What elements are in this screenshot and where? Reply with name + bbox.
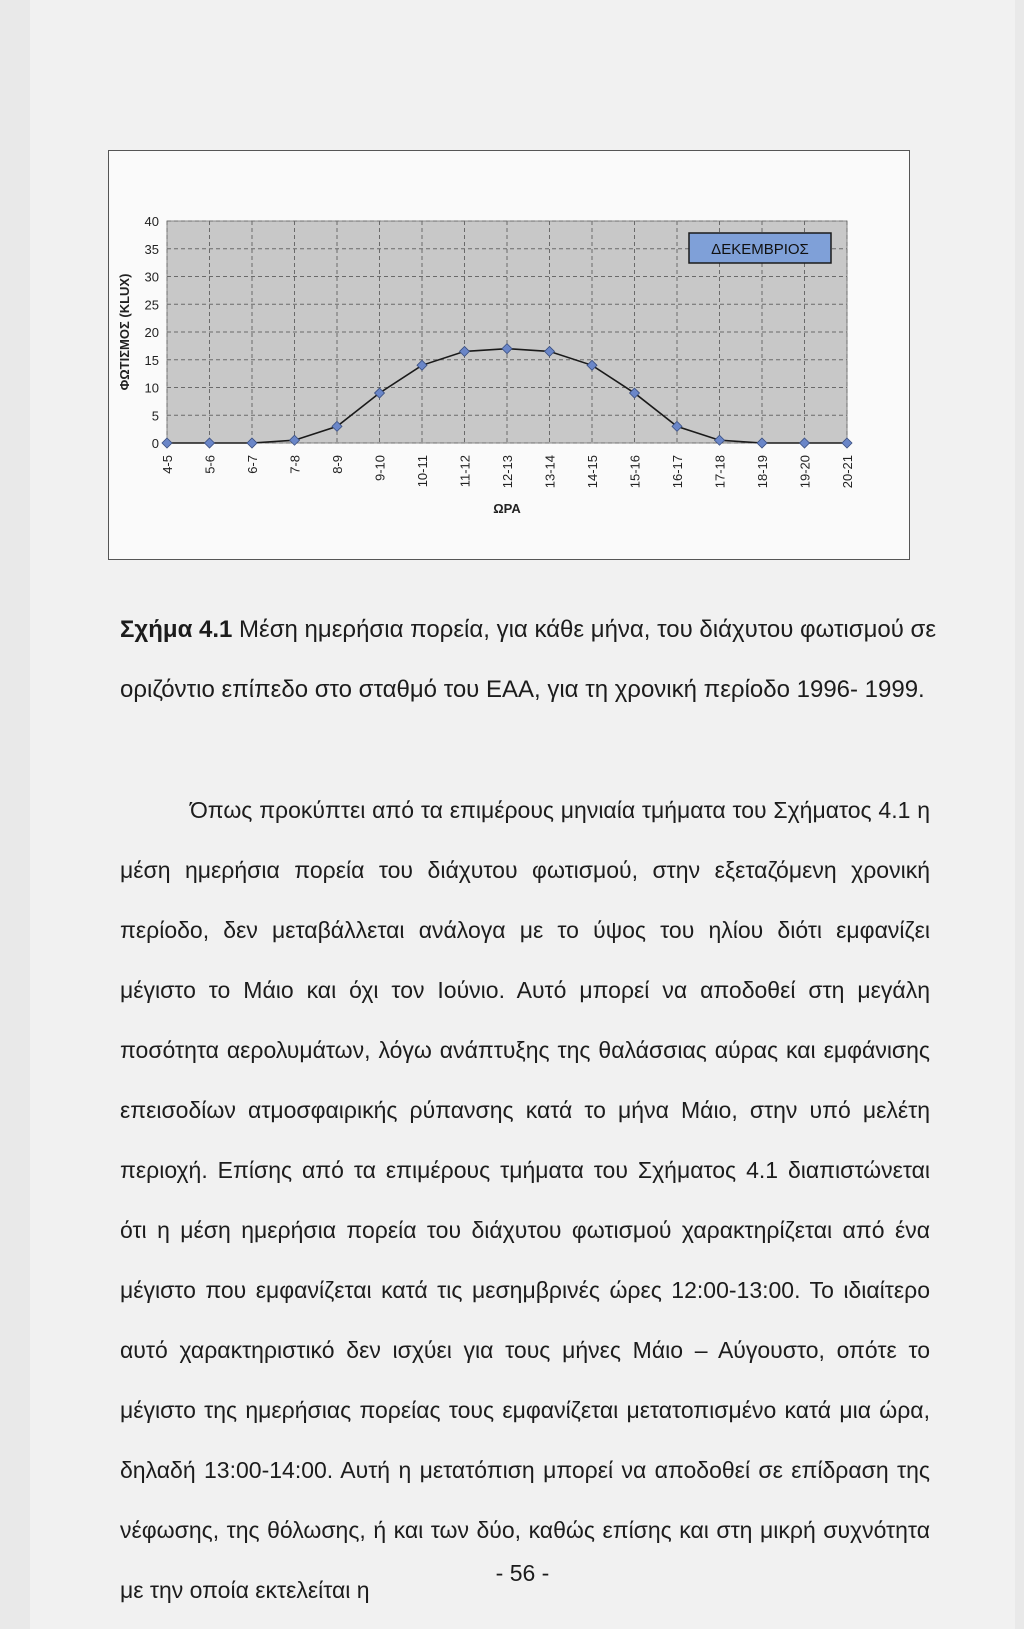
- x-tick-label: 16-17: [670, 455, 685, 489]
- x-tick-label: 10-11: [415, 455, 430, 488]
- x-tick-label: 8-9: [330, 455, 345, 474]
- irradiance-line-chart: [109, 151, 909, 559]
- figure-caption: [120, 600, 960, 720]
- y-tick-label: 25: [144, 297, 159, 313]
- paragraph: Όπως προκύπτει από τα επιμέρους μηνιαία τμήματα του Σχήματος 4.1 η μέση ημερήσια πορεία του διάχυτου φωτισμού, στην εξεταζόμενη χρονική περίοδο, δεν μεταβάλλεται ανάλογα με το ύψος του ηλίου διότι εμφανίζει μέγιστο το Μάιο και όχι τον Ιούνιο. Αυτό μπορεί να αποδοθεί στη μεγάλη ποσότητα αερολυμάτων, λόγω ανάπτυξης της θαλάσσιας αύρας και εμφάνισης επεισοδίων ατμοσφαιρικής ρύπανσης κατά το μήνα Μάιο, στην υπό μελέτη περιοχή. Επίσης από τα επιμέρους τμήματα του Σχήματος 4.1 διαπιστώνεται ότι η μέση ημερήσια πορεία του διάχυτου φωτισμού χαρακτηρίζεται από ένα μέγιστο που εμφανίζεται κατά τις μεσημβρινές ώρες 12:00-13:00. Το ιδιαίτερο αυτό χαρακτηριστικό δεν ισχύει για τους μήνες Μάιο – Αύγουστο, οπότε το μέγιστο της ημερήσιας πορείας τους εμφανίζεται μετατοπισμένο κατά μια ώρα, δηλαδή 13:00-14:00. Αυτή η μετατόπιση μπορεί να αποδοθεί σε επίδραση της νέφωσης, της θόλωσης, ή και των δύο, καθώς επίσης και στη μικρή συχνότητα με την οποία εκτελείται η: [120, 797, 930, 1603]
- x-tick-label: 13-14: [542, 455, 558, 489]
- x-tick-label: 4-5: [160, 455, 175, 474]
- caption-label: Σχήμα 4.1: [120, 616, 233, 643]
- page-number: - 56 -: [495, 1560, 550, 1586]
- x-tick-label: 17-18: [712, 455, 728, 489]
- x-tick-label: 15-16: [627, 455, 643, 489]
- y-tick-label: 10: [144, 380, 159, 396]
- caption-text: Μέση ημερήσια πορεία, για κάθε μήνα, του διάχυτου φωτισμού σε οριζόντιο επίπεδο στο σταθμό του ΕΑΑ, για τη χρονική περίοδο 1996- 1999.: [120, 616, 937, 703]
- y-tick-label: 30: [144, 269, 159, 285]
- x-axis-label: ΩΡΑ: [493, 501, 521, 516]
- document-page: [30, 0, 1015, 1629]
- y-tick-label: 20: [144, 325, 159, 340]
- x-tick-label: 7-8: [287, 455, 303, 474]
- x-tick-label: 14-15: [585, 455, 600, 489]
- x-tick-label: 9-10: [372, 455, 388, 482]
- y-tick-label: 35: [144, 241, 159, 257]
- chart-frame: [108, 150, 910, 560]
- x-tick-label: 5-6: [202, 455, 218, 474]
- x-tick-label: 20-21: [840, 455, 855, 489]
- x-tick-label: 12-13: [500, 455, 515, 489]
- y-tick-label: 5: [151, 408, 159, 424]
- y-tick-label: 40: [144, 214, 159, 229]
- y-tick-label: 15: [144, 352, 159, 368]
- x-tick-label: 6-7: [245, 455, 260, 474]
- body-text: [120, 780, 930, 1620]
- x-tick-label: 19-20: [797, 455, 813, 489]
- x-tick-label: 18-19: [755, 455, 770, 489]
- month-label: ΔΕΚΕΜΒΡΙΟΣ: [711, 241, 809, 258]
- y-axis-label: ΦΩΤΙΣΜΟΣ (KLUX): [117, 273, 132, 391]
- y-tick-label: 0: [151, 436, 159, 451]
- x-tick-label: 11-12: [457, 455, 473, 488]
